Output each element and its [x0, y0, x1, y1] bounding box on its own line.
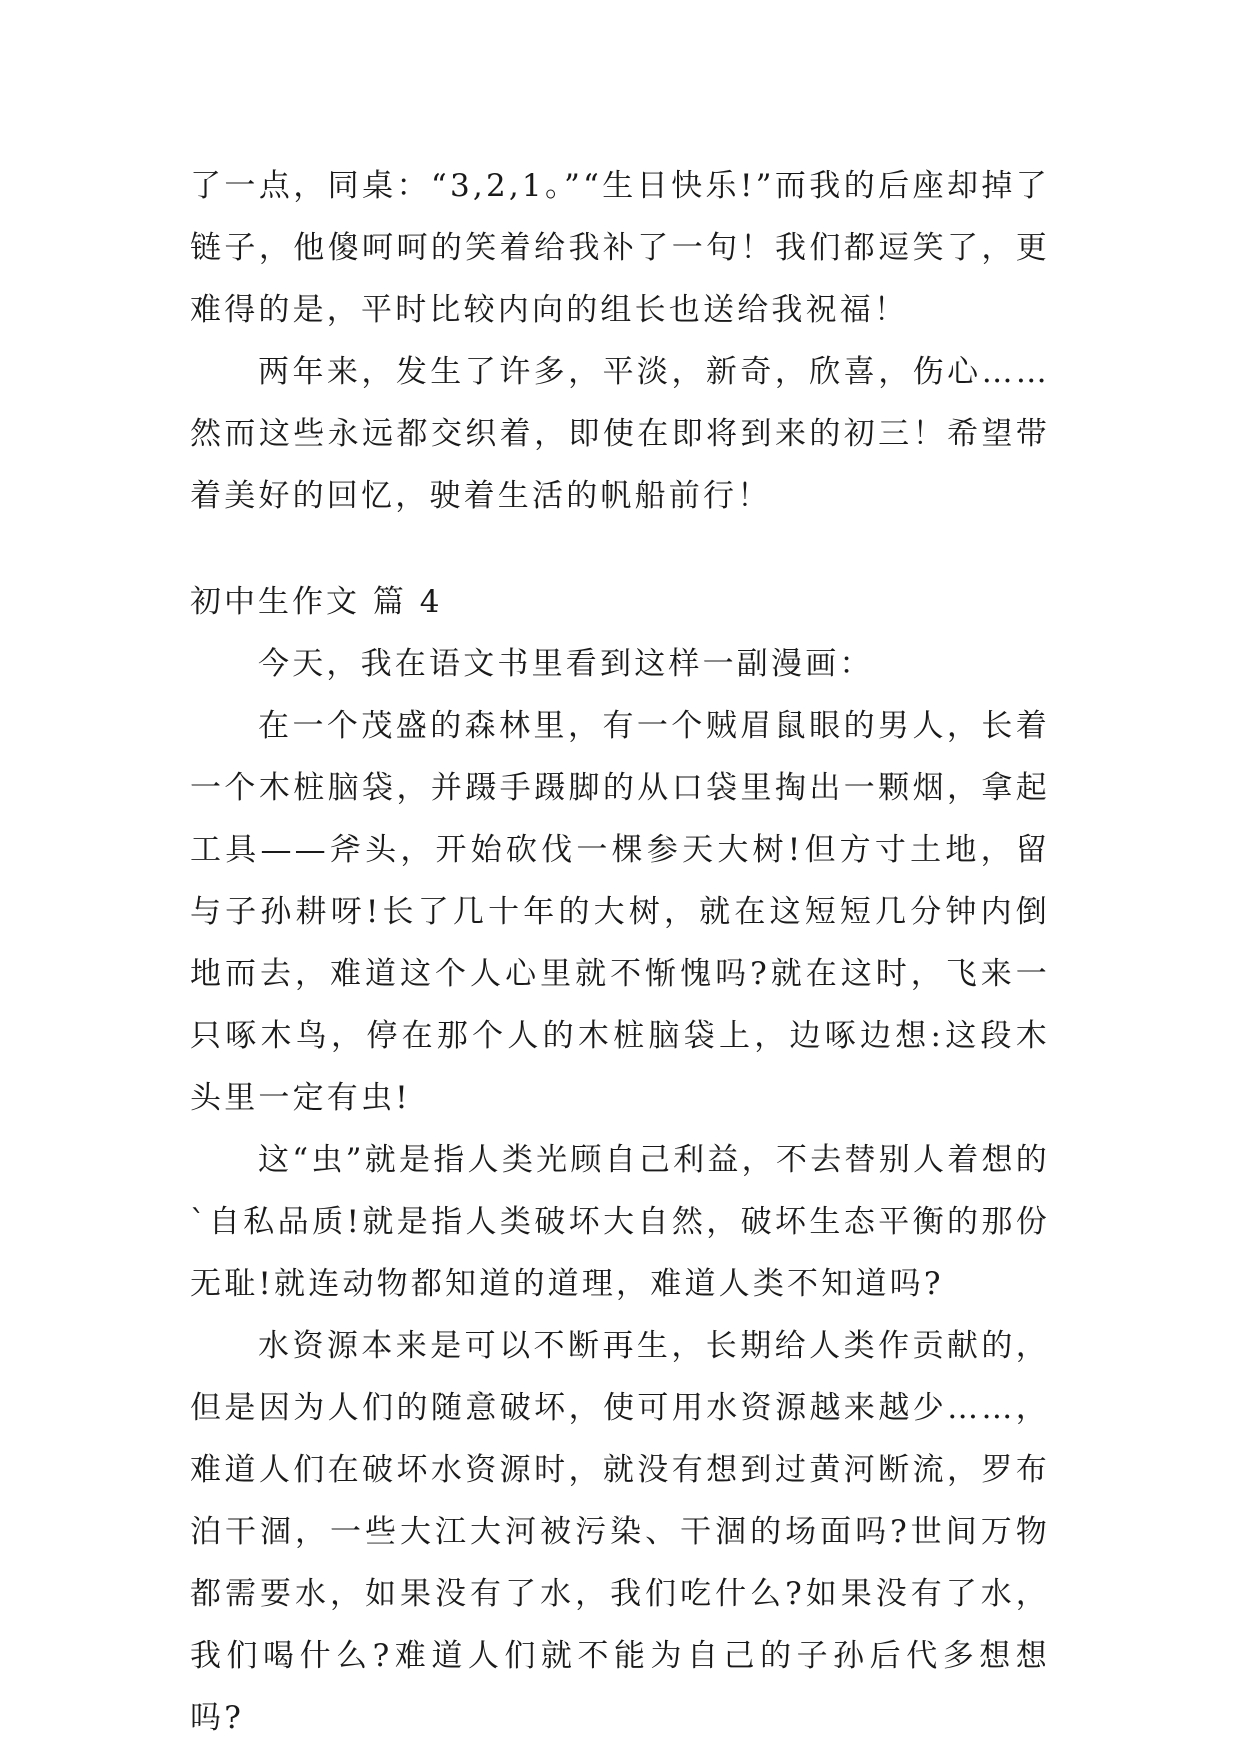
paragraph-continued: 了一点，同桌：“3,2,1。”“生日快乐!”而我的后座却掉了链子，他傻呵呵的笑着给我补了一句！我们都逗笑了，更难得的是，平时比较内向的组长也送给我祝福！: [190, 168, 1050, 328]
paragraph-water: 水资源本来是可以不断再生，长期给人类作贡献的，但是因为人们的随意破坏，使可用水资源越来越少……，难道人们在破坏水资源时，就没有想到过黄河断流，罗布泊干涸，一些大江大河被污染、干涸的场面吗?世间万物都需要水，如果没有了水，我们吃什么?如果没有了水，我们喝什么?难道人们就不能为自己的子孙后代多想想吗?: [190, 1328, 1050, 1736]
paragraph-closing: 两年来，发生了许多，平淡，新奇，欣喜，伤心……然而这些永远都交织着，即使在即将到来的初三！希望带着美好的回忆，驶着生活的帆船前行！: [190, 354, 1050, 514]
section-heading: 初中生作文 篇 4: [190, 584, 443, 620]
paragraph-reflection: 这“虫”就是指人类光顾自己利益，不去替别人着想的`自私品质!就是指人类破坏大自然，破坏生态平衡的那份无耻!就连动物都知道的道理，难道人类不知道吗?: [190, 1142, 1050, 1302]
document-body: [190, 155, 1050, 1749]
paragraph-story: 在一个茂盛的森林里，有一个贼眉鼠眼的男人，长着一个木桩脑袋，并蹑手蹑脚的从口袋里掏出一颗烟，拿起工具——斧头，开始砍伐一棵参天大树!但方寸土地，留与子孙耕呀!长了几十年的大树，就在这短短几分钟内倒地而去，难道这个人心里就不惭愧吗?就在这时，飞来一只啄木鸟，停在那个人的木桩脑袋上，边啄边想:这段木头里一定有虫!: [190, 708, 1050, 1116]
paragraph-intro: 今天，我在语文书里看到这样一副漫画：: [258, 646, 874, 682]
